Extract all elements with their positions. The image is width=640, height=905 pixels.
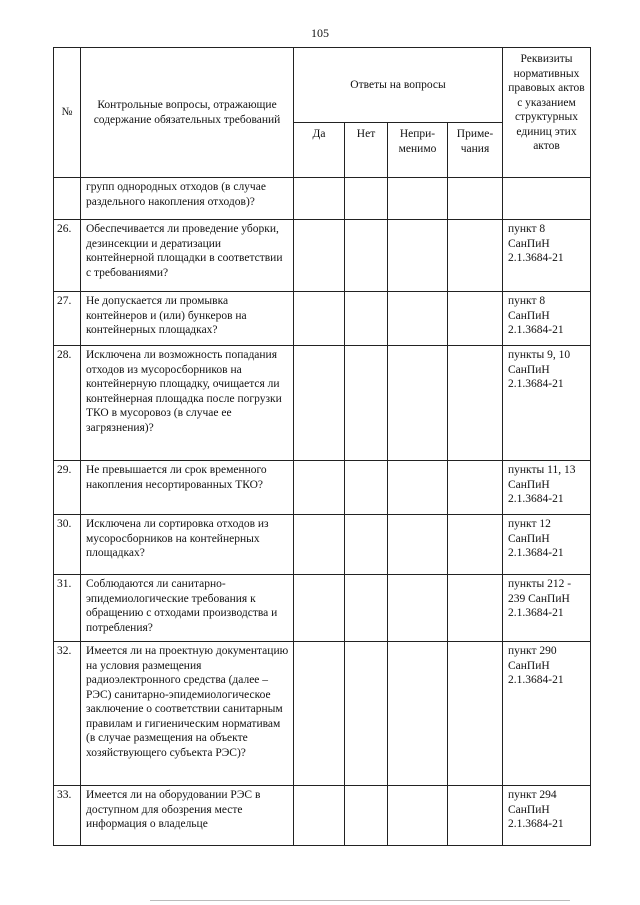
- row-reference: пункты 11, 13 СанПиН 2.1.3684-21: [503, 461, 591, 515]
- answer-na-cell: [388, 178, 448, 220]
- notes-cell: [448, 461, 503, 515]
- answer-na-cell: [388, 642, 448, 786]
- notes-cell: [448, 515, 503, 575]
- table-row: [54, 461, 591, 515]
- row-reference: пункты 212 - 239 СанПиН 2.1.3684-21: [503, 575, 591, 642]
- answer-na-cell: [388, 220, 448, 292]
- answer-na-cell: [388, 575, 448, 642]
- row-question: Обеспечивается ли проведение уборки, дезинсекции и дератизации контейнерной площадки в соответствии с требованиями?: [81, 220, 294, 292]
- row-question: Соблюдаются ли санитарно-эпидемиологические требования к обращению с отходами производства и потребления?: [81, 575, 294, 642]
- header-question: Контрольные вопросы, отражающие содержание обязательных требований: [81, 48, 294, 178]
- row-num: 32.: [54, 642, 81, 786]
- answer-no-cell: [345, 515, 388, 575]
- answer-yes-cell: [294, 461, 345, 515]
- row-question: Исключена ли сортировка отходов из мусоросборников на контейнерных площадках?: [81, 515, 294, 575]
- row-reference: пункт 294 СанПиН 2.1.3684-21: [503, 786, 591, 846]
- answer-na-cell: [388, 515, 448, 575]
- page-number: 105: [311, 26, 329, 40]
- row-reference: пункты 9, 10 СанПиН 2.1.3684-21: [503, 346, 591, 461]
- row-num: 26.: [54, 220, 81, 292]
- answer-no-cell: [345, 786, 388, 846]
- answer-yes-cell: [294, 292, 345, 346]
- row-question: Имеется ли на проектную документацию на условия размещения радиоэлектронного средства (далее – РЭС) санитарно-эпидемиологическое заключение о соответствии санитарным правилам и гигиеническим нормативам (в случае размещения на объекте хозяйствующего субъекта РЭС)?: [81, 642, 294, 786]
- answer-yes-cell: [294, 220, 345, 292]
- header-not-applicable: Непри-менимо: [388, 123, 448, 178]
- row-question: Не допускается ли промывка контейнеров и (или) бункеров на контейнерных площадках?: [81, 292, 294, 346]
- notes-cell: [448, 642, 503, 786]
- row-question: Исключена ли возможность попадания отходов из мусоросборников на контейнерную площадку, очищается ли контейнерная площадка после погрузки ТКО в мусоровоз (в случае ее загрязнения)?: [81, 346, 294, 461]
- row-reference: пункт 290 СанПиН 2.1.3684-21: [503, 642, 591, 786]
- row-reference: [503, 178, 591, 220]
- notes-cell: [448, 220, 503, 292]
- answer-yes-cell: [294, 178, 345, 220]
- row-num: 31.: [54, 575, 81, 642]
- answer-no-cell: [345, 292, 388, 346]
- header-no: Нет: [345, 123, 388, 178]
- row-question: групп однородных отходов (в случае раздельного накопления отходов)?: [81, 178, 294, 220]
- header-reference: Реквизиты нормативных правовых актов с указанием структурных единиц этих актов: [503, 48, 591, 178]
- notes-cell: [448, 786, 503, 846]
- row-num: 33.: [54, 786, 81, 846]
- answer-no-cell: [345, 346, 388, 461]
- header-num: №: [54, 48, 81, 178]
- table-row: [54, 786, 591, 846]
- answer-no-cell: [345, 575, 388, 642]
- answer-yes-cell: [294, 346, 345, 461]
- header-notes: Приме-чания: [448, 123, 503, 178]
- row-reference: пункт 8 СанПиН 2.1.3684-21: [503, 220, 591, 292]
- header-answers: Ответы на вопросы: [294, 48, 503, 123]
- row-question: Имеется ли на оборудовании РЭС в доступном для обозрения месте информация о владельце: [81, 786, 294, 846]
- answer-yes-cell: [294, 786, 345, 846]
- answer-no-cell: [345, 642, 388, 786]
- answer-no-cell: [345, 461, 388, 515]
- header-row-1: [54, 48, 591, 123]
- notes-cell: [448, 346, 503, 461]
- row-question: Не превышается ли срок временного накопления несортированных ТКО?: [81, 461, 294, 515]
- answer-yes-cell: [294, 642, 345, 786]
- table-row: [54, 220, 591, 292]
- checklist-table: [53, 47, 591, 846]
- table-row: [54, 575, 591, 642]
- answer-na-cell: [388, 786, 448, 846]
- notes-cell: [448, 292, 503, 346]
- row-num: 29.: [54, 461, 81, 515]
- table-row: [54, 642, 591, 786]
- scan-edge-divider: [150, 900, 570, 901]
- notes-cell: [448, 575, 503, 642]
- table-row: [54, 346, 591, 461]
- notes-cell: [448, 178, 503, 220]
- row-num: 28.: [54, 346, 81, 461]
- header-yes: Да: [294, 123, 345, 178]
- row-reference: пункт 8 СанПиН 2.1.3684-21: [503, 292, 591, 346]
- row-num: 30.: [54, 515, 81, 575]
- table-row: [54, 178, 591, 220]
- answer-yes-cell: [294, 575, 345, 642]
- answer-no-cell: [345, 220, 388, 292]
- row-num: [54, 178, 81, 220]
- answer-na-cell: [388, 346, 448, 461]
- answer-yes-cell: [294, 515, 345, 575]
- table-row: [54, 515, 591, 575]
- row-num: 27.: [54, 292, 81, 346]
- answer-na-cell: [388, 461, 448, 515]
- row-reference: пункт 12 СанПиН 2.1.3684-21: [503, 515, 591, 575]
- answer-na-cell: [388, 292, 448, 346]
- answer-no-cell: [345, 178, 388, 220]
- table-row: [54, 292, 591, 346]
